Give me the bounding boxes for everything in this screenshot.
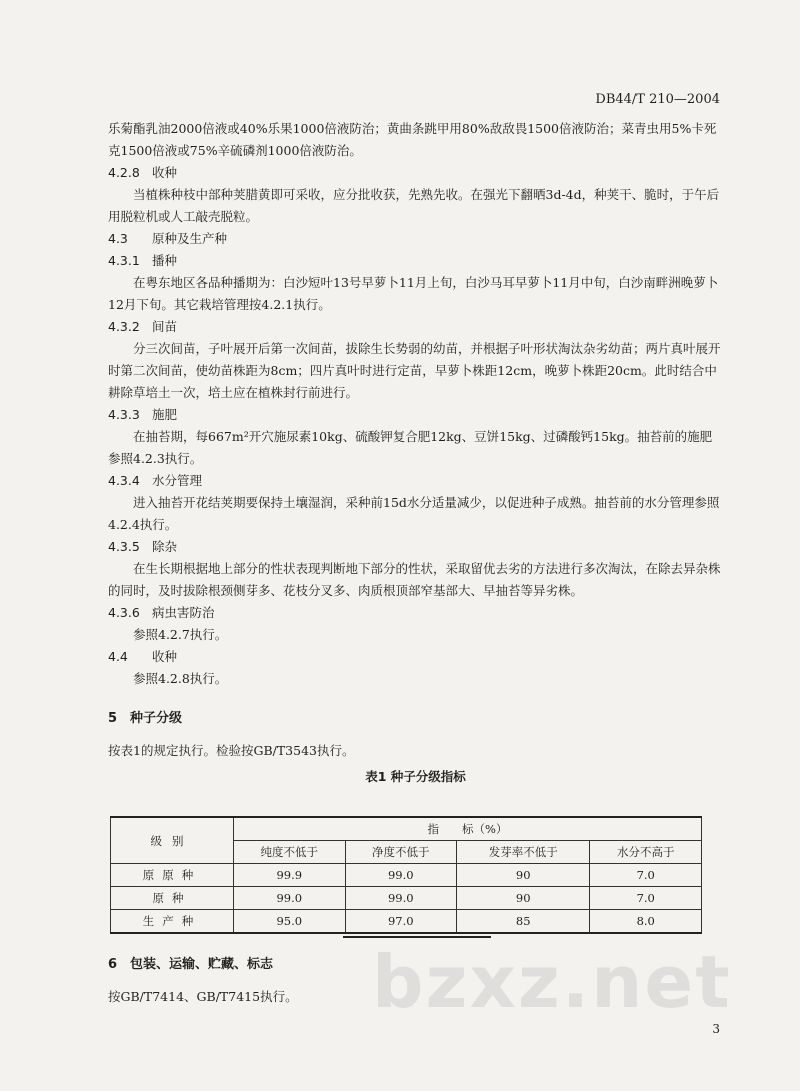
heading-title: 播种 — [152, 253, 178, 268]
page-number: 3 — [712, 1022, 720, 1036]
heading-title: 间苗 — [152, 319, 178, 334]
heading-title: 原种及生产种 — [152, 231, 228, 246]
table-cell: 99.0 — [345, 864, 457, 887]
grade-header: 级别 — [111, 817, 234, 864]
table-cell: 7.0 — [590, 864, 702, 887]
heading-number: 4.3.5 — [108, 539, 140, 554]
standard-code: DB44/T 210—2004 — [595, 92, 720, 107]
table-row — [111, 910, 702, 934]
paragraph-4-3-5: 在生长期根据地上部分的性状表现判断地下部分的性状，采取留优去劣的方法进行多次淘汰，在除去异杂株的同时，及时拔除根颈侧芽多、花枝分叉多、肉质根顶部窄基部大、早抽苔等异劣株。 — [108, 561, 721, 598]
end-rule — [343, 936, 491, 938]
table-cell: 8.0 — [590, 910, 702, 934]
row-label: 生产种 — [111, 910, 234, 934]
paragraph-pest-control: 乐菊酯乳油2000倍液或40%乐果1000倍液防治；黄曲条跳甲用80%敌敌畏1500倍液防治；菜青虫用5%卡死克1500倍液或75%辛硫磷剂1000倍液防治。 — [108, 121, 717, 158]
watermark: bzxz.net — [372, 940, 732, 1024]
paragraph-5: 按表1的规定执行。检验按GB/T3543执行。 — [108, 743, 355, 758]
heading-number: 4.2.8 — [108, 165, 140, 180]
paragraph-4-3-6: 参照4.2.7执行。 — [133, 627, 228, 642]
heading-title: 收种 — [152, 165, 178, 180]
document-body — [108, 118, 723, 1008]
heading-number: 5 — [108, 711, 118, 726]
column-header: 发芽率不低于 — [457, 841, 590, 864]
heading-title: 水分管理 — [152, 473, 203, 488]
table-cell: 99.0 — [234, 887, 346, 910]
heading-4-3-6 — [108, 602, 723, 624]
column-header: 纯度不低于 — [234, 841, 346, 864]
table-cell: 90 — [457, 887, 590, 910]
heading-4-3 — [108, 228, 723, 250]
table-row — [111, 887, 702, 910]
heading-number: 4.3.1 — [108, 253, 140, 268]
heading-4-3-1 — [108, 250, 723, 272]
heading-title: 病虫害防治 — [152, 605, 215, 620]
paragraph-4-3-1: 在粤东地区各品种播期为：白沙短叶13号早萝卜11月上旬，白沙马耳早萝卜11月中旬，白沙南畔洲晚萝卜12月下旬。其它栽培管理按4.2.1执行。 — [108, 275, 719, 312]
heading-4-3-3 — [108, 404, 723, 426]
heading-title: 种子分级 — [130, 711, 183, 726]
paragraph-4-4: 参照4.2.8执行。 — [133, 671, 228, 686]
heading-number: 4.4 — [108, 649, 128, 664]
paragraph-4-3-4: 进入抽苔开花结荚期要保持土壤湿润，采种前15d水分适量减少，以促进种子成熟。抽苔前的水分管理参照4.2.4执行。 — [108, 495, 720, 532]
table-cell: 7.0 — [590, 887, 702, 910]
paragraph-4-3-2: 分三次间苗，子叶展开后第一次间苗，拔除生长势弱的幼苗，并根据子叶形状淘汰杂劣幼苗；两片真叶展开时第二次间苗，使幼苗株距为8cm；四片真叶时进行定苗，早萝卜株距12cm，晚萝卜株距20cm。此时结合中耕除草培土一次，培土应在植株封行前进行。 — [108, 341, 721, 400]
row-label: 原种 — [111, 887, 234, 910]
table-cell: 95.0 — [234, 910, 346, 934]
heading-number: 4.3 — [108, 231, 128, 246]
heading-title: 施肥 — [152, 407, 178, 422]
heading-title: 收种 — [152, 649, 178, 664]
heading-number: 4.3.2 — [108, 319, 140, 334]
table-cell: 90 — [457, 864, 590, 887]
table-cell: 99.0 — [345, 887, 457, 910]
heading-4-3-5 — [108, 536, 723, 558]
table-cell: 97.0 — [345, 910, 457, 934]
table-row — [111, 864, 702, 887]
heading-number: 4.3.6 — [108, 605, 140, 620]
table-title: 表1 种子分级指标 — [365, 769, 466, 784]
heading-title: 除杂 — [152, 539, 178, 554]
table-cell: 85 — [457, 910, 590, 934]
heading-number: 6 — [108, 957, 118, 972]
paragraph-4-2-8: 当植株种枝中部种荚腊黄即可采收，应分批收获，先熟先收。在强光下翻晒3d-4d，种荚干、脆时，于午后用脱粒机或人工敲壳脱粒。 — [108, 187, 720, 224]
seed-grade-table — [110, 816, 702, 934]
heading-4-3-4 — [108, 470, 723, 492]
row-label: 原原种 — [111, 864, 234, 887]
heading-number: 4.3.4 — [108, 473, 140, 488]
index-header: 指 标（%） — [234, 817, 702, 841]
heading-5 — [108, 708, 723, 730]
heading-4-4 — [108, 646, 723, 668]
paragraph-4-3-3: 在抽苔期，每667m²开穴施尿素10kg、硫酸钾复合肥12kg、豆饼15kg、过磷酸钙15kg。抽苔前的施肥参照4.2.3执行。 — [108, 429, 713, 466]
heading-title: 包装、运输、贮藏、标志 — [130, 957, 274, 972]
heading-4-3-2 — [108, 316, 723, 338]
column-header: 水分不高于 — [590, 841, 702, 864]
heading-number: 4.3.3 — [108, 407, 140, 422]
paragraph-6: 按GB/T7414、GB/T7415执行。 — [108, 989, 298, 1004]
column-header: 净度不低于 — [345, 841, 457, 864]
table-cell: 99.9 — [234, 864, 346, 887]
heading-4-2-8 — [108, 162, 723, 184]
